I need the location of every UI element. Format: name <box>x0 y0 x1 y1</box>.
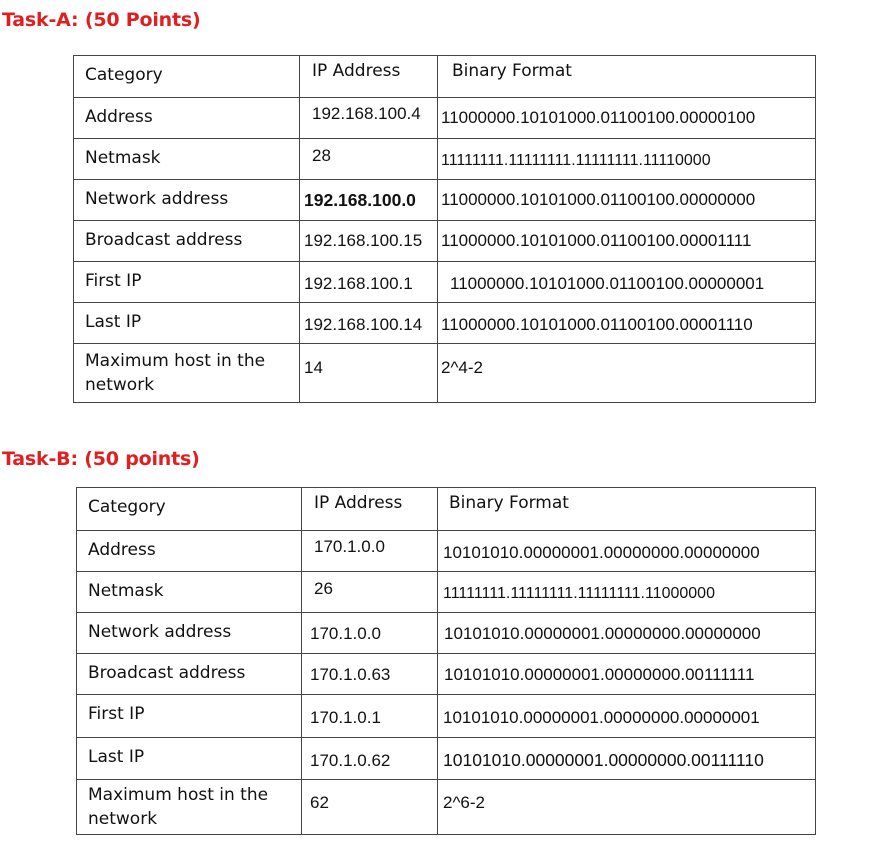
header-binary-format: Binary Format <box>438 56 816 98</box>
row-ip-address: 26 <box>302 572 438 613</box>
row-binary-format: 2^4-2 <box>438 344 816 403</box>
table-row <box>74 221 816 262</box>
row-binary-format: 10101010.00000001.00000000.00111110 <box>438 738 816 780</box>
row-binary-format: 2^6-2 <box>438 780 816 835</box>
row-ip-address: 170.1.0.1 <box>302 695 438 738</box>
row-ip-address: 192.168.100.4 <box>300 98 438 139</box>
table-row <box>77 531 816 572</box>
table-row <box>77 780 816 835</box>
row-ip-address: 28 <box>300 139 438 180</box>
row-ip-address: 62 <box>302 780 438 835</box>
table-row <box>77 572 816 613</box>
table-row <box>74 262 816 303</box>
row-binary-format: 10101010.00000001.00000000.00000000 <box>438 531 816 572</box>
task-b-heading: Task-B: (50 points) <box>2 448 200 470</box>
header-category: Category <box>77 488 302 531</box>
task-a-table <box>73 55 816 403</box>
row-ip-address: 192.168.100.1 <box>300 262 438 303</box>
row-category: First IP <box>74 262 300 303</box>
row-binary-format: 11000000.10101000.01100100.00000001 <box>438 262 816 303</box>
row-ip-address: 192.168.100.15 <box>300 221 438 262</box>
row-ip-address: 170.1.0.63 <box>302 654 438 695</box>
row-ip-address: 170.1.0.62 <box>302 738 438 780</box>
table-row <box>77 695 816 738</box>
header-ip-address: IP Address <box>300 56 438 98</box>
header-category: Category <box>74 56 300 98</box>
row-category: Broadcast address <box>74 221 300 262</box>
row-category: Netmask <box>74 139 300 180</box>
table-row <box>74 303 816 344</box>
row-category: Netmask <box>77 572 302 613</box>
row-category: Broadcast address <box>77 654 302 695</box>
table-row <box>77 654 816 695</box>
table-row <box>74 180 816 221</box>
row-binary-format: 11111111.11111111.11111111.11110000 <box>438 139 816 180</box>
row-binary-format: 11000000.10101000.01100100.00000000 <box>438 180 816 221</box>
row-category: Network address <box>74 180 300 221</box>
row-category: Last IP <box>77 738 302 780</box>
row-binary-format: 10101010.00000001.00000000.00000001 <box>438 695 816 738</box>
row-ip-address: 192.168.100.0 <box>300 180 438 221</box>
task-a-heading: Task-A: (50 Points) <box>2 9 201 31</box>
row-ip-address: 192.168.100.14 <box>300 303 438 344</box>
row-binary-format: 11000000.10101000.01100100.00001111 <box>438 221 816 262</box>
table-row <box>77 738 816 780</box>
row-ip-address: 170.1.0.0 <box>302 613 438 654</box>
row-category: Maximum host in the network <box>74 344 300 403</box>
row-category: Address <box>77 531 302 572</box>
task-b-table <box>76 487 816 835</box>
table-header-row <box>74 56 816 98</box>
row-binary-format: 10101010.00000001.00000000.00111111 <box>438 654 816 695</box>
row-category: Address <box>74 98 300 139</box>
header-binary-format: Binary Format <box>438 488 816 531</box>
row-binary-format: 11111111.11111111.11111111.11000000 <box>438 572 816 613</box>
table-header-row <box>77 488 816 531</box>
row-category: First IP <box>77 695 302 738</box>
row-category: Maximum host in the network <box>77 780 302 835</box>
table-row <box>77 613 816 654</box>
row-category: Network address <box>77 613 302 654</box>
row-binary-format: 11000000.10101000.01100100.00000100 <box>438 98 816 139</box>
row-binary-format: 10101010.00000001.00000000.00000000 <box>438 613 816 654</box>
row-binary-format: 11000000.10101000.01100100.00001110 <box>438 303 816 344</box>
header-ip-address: IP Address <box>302 488 438 531</box>
row-ip-address: 170.1.0.0 <box>302 531 438 572</box>
row-category: Last IP <box>74 303 300 344</box>
table-row <box>74 344 816 403</box>
table-row <box>74 98 816 139</box>
row-ip-address: 14 <box>300 344 438 403</box>
table-row <box>74 139 816 180</box>
